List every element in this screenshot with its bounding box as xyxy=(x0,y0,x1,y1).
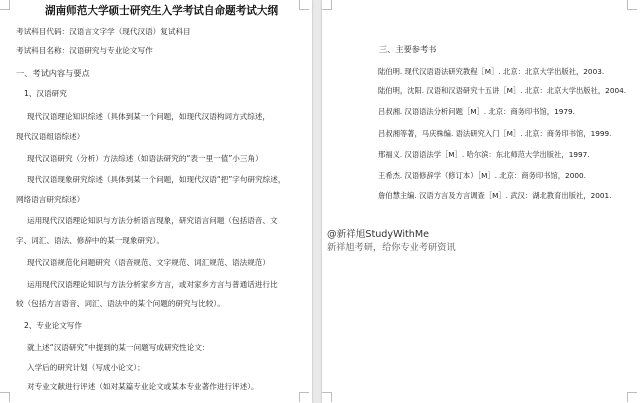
reference-item: 吕叔湘. 汉语语法分析问题［M］. 北京：商务印书馆，1979. xyxy=(378,107,575,116)
paragraph-line: 现代汉语研究（分析）方法综述（如语法研究的“表一里一值”小三角） xyxy=(27,154,263,163)
reference-item: 詹伯慧主编. 汉语方言及方言调查［M］. 武汉：湖北教育出版社，2001. xyxy=(378,191,612,200)
exam-name-line: 考试科目名称：汉语研究与专业论文写作 xyxy=(16,46,153,55)
page-corner-mark xyxy=(322,392,332,402)
page-corner-mark xyxy=(322,0,332,10)
writing-line: 入学后的研究计划（写成小论文）； xyxy=(27,363,145,372)
document-title: 湖南师范大学硕士研究生入学考试自命题考试大纲 xyxy=(45,5,279,17)
paragraph-line: 运用现代汉语理论知识与方法分析语言现象，研究语言问题（包括语音、文 xyxy=(27,216,278,225)
reference-item: 陆伯明. 现代汉语语法研究教程［M］. 北京：北京大学出版社，2003. xyxy=(378,67,605,76)
exam-code-line: 考试科目代码：汉语言文字学（现代汉语）复试科目 xyxy=(16,27,191,36)
page-corner-mark xyxy=(0,392,10,402)
paragraph-line: 现代汉语规范化问题研究（语音规范、文字规范、词汇规范、语法规范） xyxy=(27,258,270,267)
watermark-handle: @新祥旭StudyWithMe xyxy=(327,229,430,240)
writing-line: 对专业文献进行评述（如对某篇专业论文或某本专业著作进行评述）。 xyxy=(27,382,259,391)
reference-item: 陆伯明，沈阳. 汉语和汉语研究十五讲［M］. 北京：北京大学出版社，2004. xyxy=(378,86,627,95)
paragraph-line: 字、词汇、语法、修辞中的某一现象研究）。 xyxy=(16,236,165,245)
reference-item: 吕叔湘等著，马庆株编. 语法研究入门［M］. 北京：商务印书馆，1999. xyxy=(378,129,612,138)
section-heading-1: 一、考试内容与要点 xyxy=(16,68,90,78)
page-corner-mark xyxy=(627,0,637,10)
page-corner-mark xyxy=(299,0,309,10)
paragraph-line: 现代汉语理论知识综述（具体到某一个问题，如现代汉语构词方式综述， xyxy=(27,112,270,121)
paragraph-line: 运用现代汉语理论知识与方法分析家乡方言，或对家乡方言与普通话进行比 xyxy=(27,280,278,289)
paragraph-line: 较（包括方言语音、词汇、语法中的某个问题的研究与比较）。 xyxy=(16,299,225,308)
reference-item: 邢福义. 汉语语法学［M］. 哈尔滨：东北师范大学出版社，1997. xyxy=(378,150,590,159)
paragraph-line: 网络语言研究综述） xyxy=(16,195,85,204)
reference-item: 王希杰. 汉语修辞学（修订本）［M］. 北京：商务印书馆，2000. xyxy=(378,171,586,180)
watermark-tagline: 新祥旭考研，给你专业考研资讯 xyxy=(327,242,456,253)
page-corner-mark xyxy=(627,392,637,402)
page-corner-mark xyxy=(299,392,309,402)
paragraph-line: 现代汉语组语综述） xyxy=(16,132,85,141)
page-corner-mark xyxy=(0,0,10,10)
document-page-right xyxy=(322,0,640,403)
writing-line: 就上述“汉语研究”中提到的某一问题写成研究性论文： xyxy=(27,343,210,352)
document-page-left xyxy=(0,0,312,403)
subsection-heading-2: 2、专业论文写作 xyxy=(24,321,82,330)
subsection-heading-1: 1、汉语研究 xyxy=(24,89,67,98)
section-heading-3: 三、主要参考书 xyxy=(379,44,437,54)
paragraph-line: 现代汉语现象研究综述（具体到某一个问题，如现代汉语“把”字句研究综述， xyxy=(27,175,286,184)
